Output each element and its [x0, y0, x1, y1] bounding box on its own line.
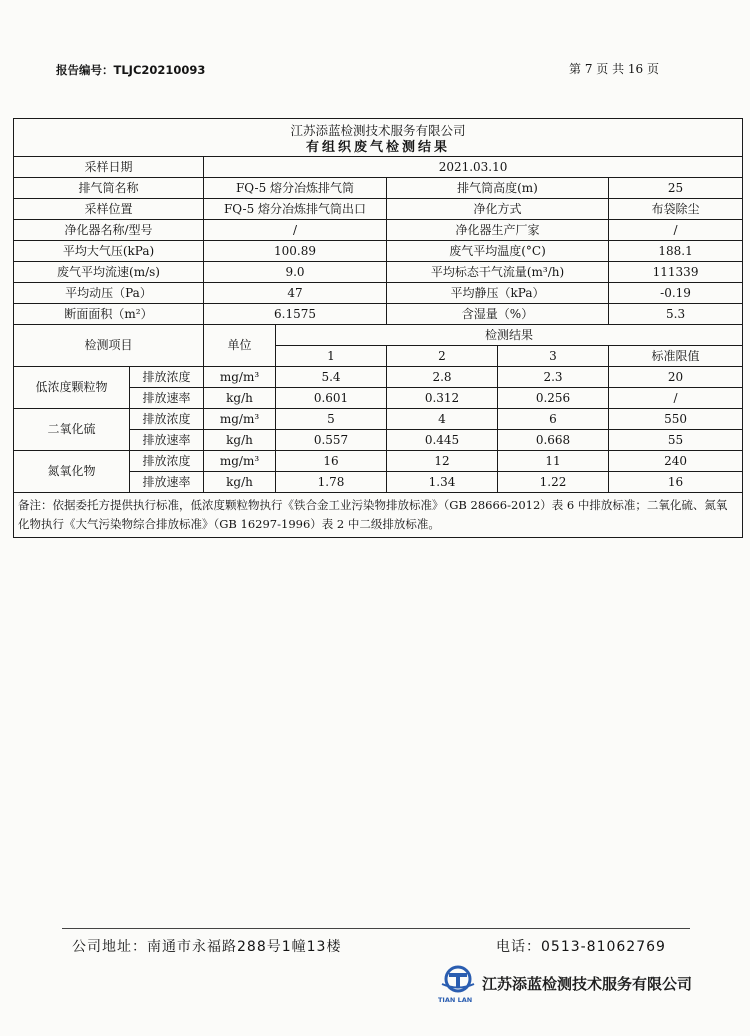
info-label: 净化器名称/型号 [14, 220, 204, 241]
info-value: 47 [204, 283, 387, 304]
info-value: 2021.03.10 [204, 157, 743, 178]
unit: mg/m³ [204, 367, 276, 388]
info-label: 断面面积（m²） [14, 304, 204, 325]
value-1: 0.557 [276, 430, 387, 451]
value-3: 11 [498, 451, 609, 472]
unit: mg/m³ [204, 409, 276, 430]
info-value: 111339 [609, 262, 743, 283]
info-label: 排气筒高度(m) [387, 178, 609, 199]
metric: 排放速率 [130, 472, 204, 493]
info-label: 废气平均流速(m/s) [14, 262, 204, 283]
tianlan-logo-icon [440, 964, 476, 994]
remark-note: 备注：依据委托方提供执行标准，低浓度颗粒物执行《铁合金工业污染物排放标准》（GB 28666-2012）表 6 中排放标准；二氧化硫、氮氧化物执行《大气污染物综合排放标准》（GB 16297-1996）表 2 中二级排放标准。 [14, 493, 743, 538]
info-label: 平均静压（kPa） [387, 283, 609, 304]
info-row [14, 283, 743, 304]
header-limit: 标准限值 [609, 346, 743, 367]
value-2: 1.34 [387, 472, 498, 493]
value-2: 2.8 [387, 367, 498, 388]
info-label: 平均标态干气流量(m³/h) [387, 262, 609, 283]
value-2: 0.312 [387, 388, 498, 409]
header-unit: 单位 [204, 325, 276, 367]
info-value: 5.3 [609, 304, 743, 325]
value-1: 16 [276, 451, 387, 472]
info-row [14, 241, 743, 262]
limit: 55 [609, 430, 743, 451]
column-header-row [14, 325, 743, 346]
info-row [14, 220, 743, 241]
limit: 20 [609, 367, 743, 388]
unit: kg/h [204, 430, 276, 451]
limit: 550 [609, 409, 743, 430]
unit: mg/m³ [204, 451, 276, 472]
footer-divider [62, 928, 690, 929]
table-row [14, 367, 743, 388]
metric: 排放速率 [130, 388, 204, 409]
info-label: 排气筒名称 [14, 178, 204, 199]
header-item: 检测项目 [14, 325, 204, 367]
limit: 16 [609, 472, 743, 493]
header-n3: 3 [498, 346, 609, 367]
info-value: 6.1575 [204, 304, 387, 325]
info-row [14, 178, 743, 199]
unit: kg/h [204, 388, 276, 409]
header-n1: 1 [276, 346, 387, 367]
info-value: 100.89 [204, 241, 387, 262]
company-address: 公司地址：南通市永福路288号1幢13楼 [72, 939, 342, 955]
value-1: 1.78 [276, 472, 387, 493]
metric: 排放浓度 [130, 409, 204, 430]
value-3: 6 [498, 409, 609, 430]
company-phone: 电话：0513-81062769 [496, 939, 666, 955]
info-value: 188.1 [609, 241, 743, 262]
header-n2: 2 [387, 346, 498, 367]
limit: / [609, 388, 743, 409]
value-2: 12 [387, 451, 498, 472]
metric: 排放浓度 [130, 451, 204, 472]
info-row [14, 262, 743, 283]
value-1: 0.601 [276, 388, 387, 409]
info-label: 采样位置 [14, 199, 204, 220]
footer-company-name: 江苏添蓝检测技术服务有限公司 [482, 975, 693, 993]
value-3: 1.22 [498, 472, 609, 493]
info-label: 含湿量（%） [387, 304, 609, 325]
limit: 240 [609, 451, 743, 472]
info-value: FQ-5 熔分冶炼排气筒 [204, 178, 387, 199]
table-company: 江苏添蓝检测技术服务有限公司 [14, 119, 743, 139]
page-info: 第 7 页 共 16 页 [569, 62, 659, 76]
pollutant-name: 低浓度颗粒物 [14, 367, 130, 409]
info-label: 平均动压（Pa） [14, 283, 204, 304]
pollutant-name: 氮氧化物 [14, 451, 130, 493]
info-value: FQ-5 熔分冶炼排气筒出口 [204, 199, 387, 220]
info-label: 平均大气压(kPa) [14, 241, 204, 262]
info-label: 废气平均温度(°C) [387, 241, 609, 262]
results-table [13, 118, 743, 538]
info-value: 9.0 [204, 262, 387, 283]
value-2: 0.445 [387, 430, 498, 451]
table-title: 有组织废气检测结果 [14, 138, 743, 157]
value-3: 0.668 [498, 430, 609, 451]
info-label: 净化器生产厂家 [387, 220, 609, 241]
info-value: 布袋除尘 [609, 199, 743, 220]
pollutant-name: 二氧化硫 [14, 409, 130, 451]
info-label: 采样日期 [14, 157, 204, 178]
metric: 排放速率 [130, 430, 204, 451]
logo-text: TIAN LAN [438, 996, 473, 1004]
value-2: 4 [387, 409, 498, 430]
info-row [14, 199, 743, 220]
value-1: 5.4 [276, 367, 387, 388]
info-row [14, 304, 743, 325]
table-row [14, 451, 743, 472]
header-result: 检测结果 [276, 325, 743, 346]
info-label: 净化方式 [387, 199, 609, 220]
table-row [14, 409, 743, 430]
unit: kg/h [204, 472, 276, 493]
info-value: / [609, 220, 743, 241]
value-1: 5 [276, 409, 387, 430]
metric: 排放浓度 [130, 367, 204, 388]
value-3: 2.3 [498, 367, 609, 388]
value-3: 0.256 [498, 388, 609, 409]
report-number: 报告编号：TLJC20210093 [56, 63, 206, 77]
info-row [14, 157, 743, 178]
info-value: 25 [609, 178, 743, 199]
info-value: / [204, 220, 387, 241]
info-value: -0.19 [609, 283, 743, 304]
